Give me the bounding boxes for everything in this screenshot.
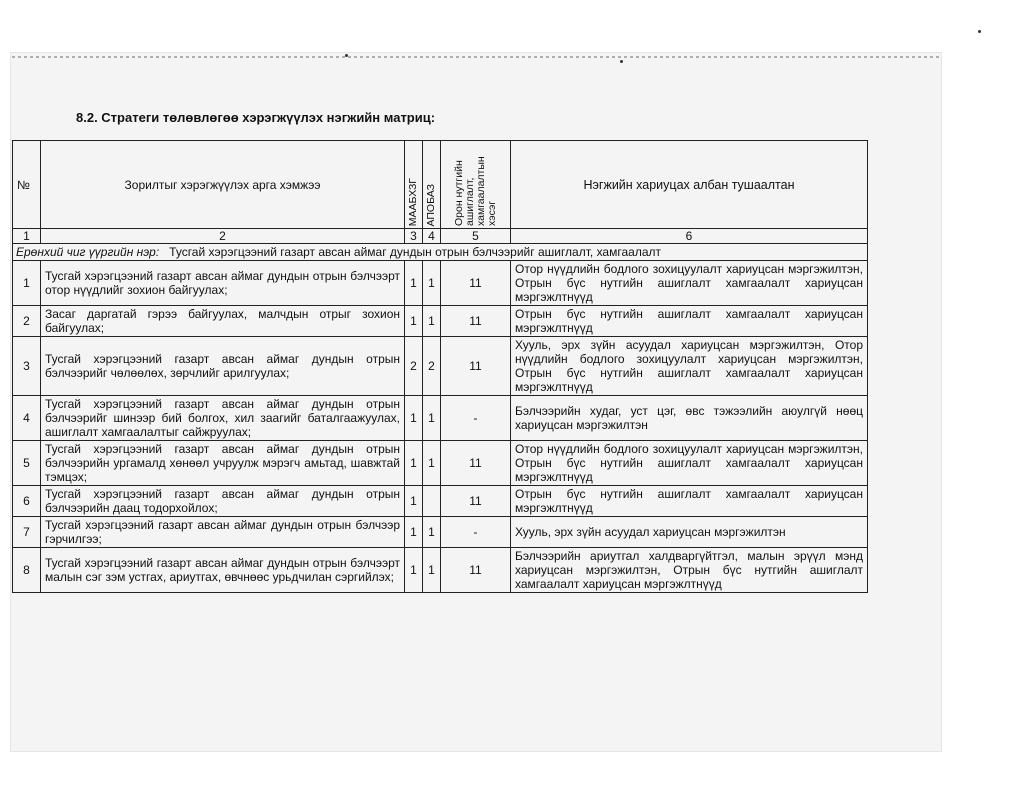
- table-row: [13, 337, 868, 396]
- table-row: [13, 441, 868, 486]
- header-action: Зорилтыг хэрэгжүүлэх арга хэмжээ: [41, 141, 405, 229]
- header-number: №: [13, 141, 41, 229]
- row-col3: 1: [405, 306, 423, 337]
- row-number: 6: [13, 486, 41, 517]
- row-col4: 1: [423, 548, 441, 593]
- table-row: [13, 517, 868, 548]
- row-action: Тусгай хэрэгцээний газарт авсан аймаг дундын отрын бэлчээр гэрчилгээ;: [41, 517, 405, 548]
- row-number: 8: [13, 548, 41, 593]
- row-col5: 11: [441, 337, 511, 396]
- header-col5-text: Орон нутгийн ашиглалт, хамгаалалтын хэсэг: [452, 156, 498, 226]
- row-col3: 1: [405, 548, 423, 593]
- row-col4: 1: [423, 261, 441, 306]
- row-col3: 1: [405, 441, 423, 486]
- row-action: Тусгай хэрэгцээний газарт авсан аймаг дундын отрын бэлчээрийг шинээр бий болгох, хил заагийг баталгаажуулах, ашиглалт хамгаалалтыг сайжруулах;: [41, 396, 405, 441]
- scan-speck: [620, 60, 623, 63]
- row-col3: 1: [405, 261, 423, 306]
- row-action: Тусгай хэрэгцээний газарт авсан аймаг дундын отрын бэлчээрийг чөлөөлөх, зөрчлийг арилгуулах;: [41, 337, 405, 396]
- row-action: Тусгай хэрэгцээний газарт авсан аймаг дундын отрын бэлчээрийн ургамалд хөнөөл учруулж мэрэгч амьтад, шавжтай тэмцэх;: [41, 441, 405, 486]
- row-col4: 1: [423, 396, 441, 441]
- row-col4: [423, 486, 441, 517]
- table-row: [13, 396, 868, 441]
- header-col5: [441, 141, 511, 229]
- goal-label: Ерөнхий чиг үүргийн нэр:: [16, 245, 160, 259]
- row-number: 1: [13, 261, 41, 306]
- row-action: Засаг даргатай гэрээ байгуулах, малчдын отрыг зохион байгуулах;: [41, 306, 405, 337]
- table-row: [13, 306, 868, 337]
- scan-speck: [978, 30, 981, 33]
- section-title: 8.2. Стратеги төлөвлөгөө хэрэгжүүлэх нэгжийн матриц:: [76, 110, 436, 125]
- column-index: 2: [41, 229, 405, 244]
- column-index: 4: [423, 229, 441, 244]
- header-col4-text: АПОБАЗ: [425, 183, 437, 226]
- row-action: Тусгай хэрэгцээний газарт авсан аймаг дундын отрын бэлчээрт малын сэг зэм устгах, ариутгах, өвчнөөс урьдчилан сэргийлэх;: [41, 548, 405, 593]
- row-number: 4: [13, 396, 41, 441]
- row-col5: -: [441, 517, 511, 548]
- column-index: 3: [405, 229, 423, 244]
- header-col3: [405, 141, 423, 229]
- column-index: 6: [511, 229, 868, 244]
- scan-edge-line: [12, 56, 940, 58]
- row-col3: 1: [405, 486, 423, 517]
- row-col4: 2: [423, 337, 441, 396]
- row-col3: 1: [405, 517, 423, 548]
- row-col4: 1: [423, 441, 441, 486]
- table-row: [13, 486, 868, 517]
- column-index-row: [13, 229, 868, 244]
- row-col4: 1: [423, 306, 441, 337]
- row-action: Тусгай хэрэгцээний газарт авсан аймаг дундын отрын бэлчээрт отор нүүдлийг зохион байгуулах;: [41, 261, 405, 306]
- row-responsible: Отор нүүдлийн бодлого зохицуулалт хариуцсан мэргэжилтэн, Отрын бүс нутгийн ашиглалт хамгаалалт хариуцсан мэргэжлтнүүд: [511, 441, 868, 486]
- row-number: 2: [13, 306, 41, 337]
- table-row: [13, 548, 868, 593]
- row-col4: 1: [423, 517, 441, 548]
- goal-text: Тусгай хэрэгцээний газарт авсан аймаг дундын отрын бэлчээрийг ашиглалт, хамгаалалт: [169, 245, 661, 259]
- row-responsible: Бэлчээрийн худаг, уст цэг, өвс тэжээлийн аюулгүй нөөц хариуцсан мэргэжилтэн: [511, 396, 868, 441]
- row-col5: -: [441, 396, 511, 441]
- row-responsible: Бэлчээрийн ариутгал халдваргүйтгэл, малын эрүүл мэнд хариуцсан мэргэжилтэн, Отрын бүс нутгийн ашиглалт хамгаалалт хариуцсан мэргэжлтнүүд: [511, 548, 868, 593]
- row-col3: 2: [405, 337, 423, 396]
- column-index: 1: [13, 229, 41, 244]
- header-col3-text: МААБХЗГ: [407, 177, 419, 226]
- header-responsible: Нэгжийн хариуцах албан тушаалтан: [511, 141, 868, 229]
- scan-speck: [345, 54, 348, 57]
- row-col5: 11: [441, 261, 511, 306]
- row-col3: 1: [405, 396, 423, 441]
- column-index: 5: [441, 229, 511, 244]
- row-col5: 11: [441, 306, 511, 337]
- row-number: 3: [13, 337, 41, 396]
- goal-row: [13, 244, 868, 261]
- goal-cell: [13, 244, 868, 261]
- table-row: [13, 261, 868, 306]
- implementation-matrix-table: [12, 140, 868, 593]
- row-col5: 11: [441, 486, 511, 517]
- row-responsible: Отрын бүс нутгийн ашиглалт хамгаалалт хариуцсан мэргэжлтнүүд: [511, 306, 868, 337]
- row-col5: 11: [441, 441, 511, 486]
- header-row: [13, 141, 868, 229]
- row-responsible: Отор нүүдлийн бодлого зохицуулалт хариуцсан мэргэжилтэн, Отрын бүс нутгийн ашиглалт хамгаалалт хариуцсан мэргэжлтнүүд: [511, 261, 868, 306]
- row-col5: 11: [441, 548, 511, 593]
- row-number: 7: [13, 517, 41, 548]
- row-action: Тусгай хэрэгцээний газарт авсан аймаг дундын отрын бэлчээрийн даац тодорхойлох;: [41, 486, 405, 517]
- row-responsible: Отрын бүс нутгийн ашиглалт хамгаалалт хариуцсан мэргэжлтнүүд: [511, 486, 868, 517]
- row-responsible: Хууль, эрх зүйн асуудал хариуцсан мэргэжилтэн, Отор нүүдлийн бодлого зохицуулалт хариуцсан мэргэжилтэн, Отрын бүс нутгийн ашиглалт хамгаалалт хариуцсан мэргэжлтнүүд: [511, 337, 868, 396]
- row-responsible: Хууль, эрх зүйн асуудал хариуцсан мэргэжилтэн: [511, 517, 868, 548]
- header-col4: [423, 141, 441, 229]
- row-number: 5: [13, 441, 41, 486]
